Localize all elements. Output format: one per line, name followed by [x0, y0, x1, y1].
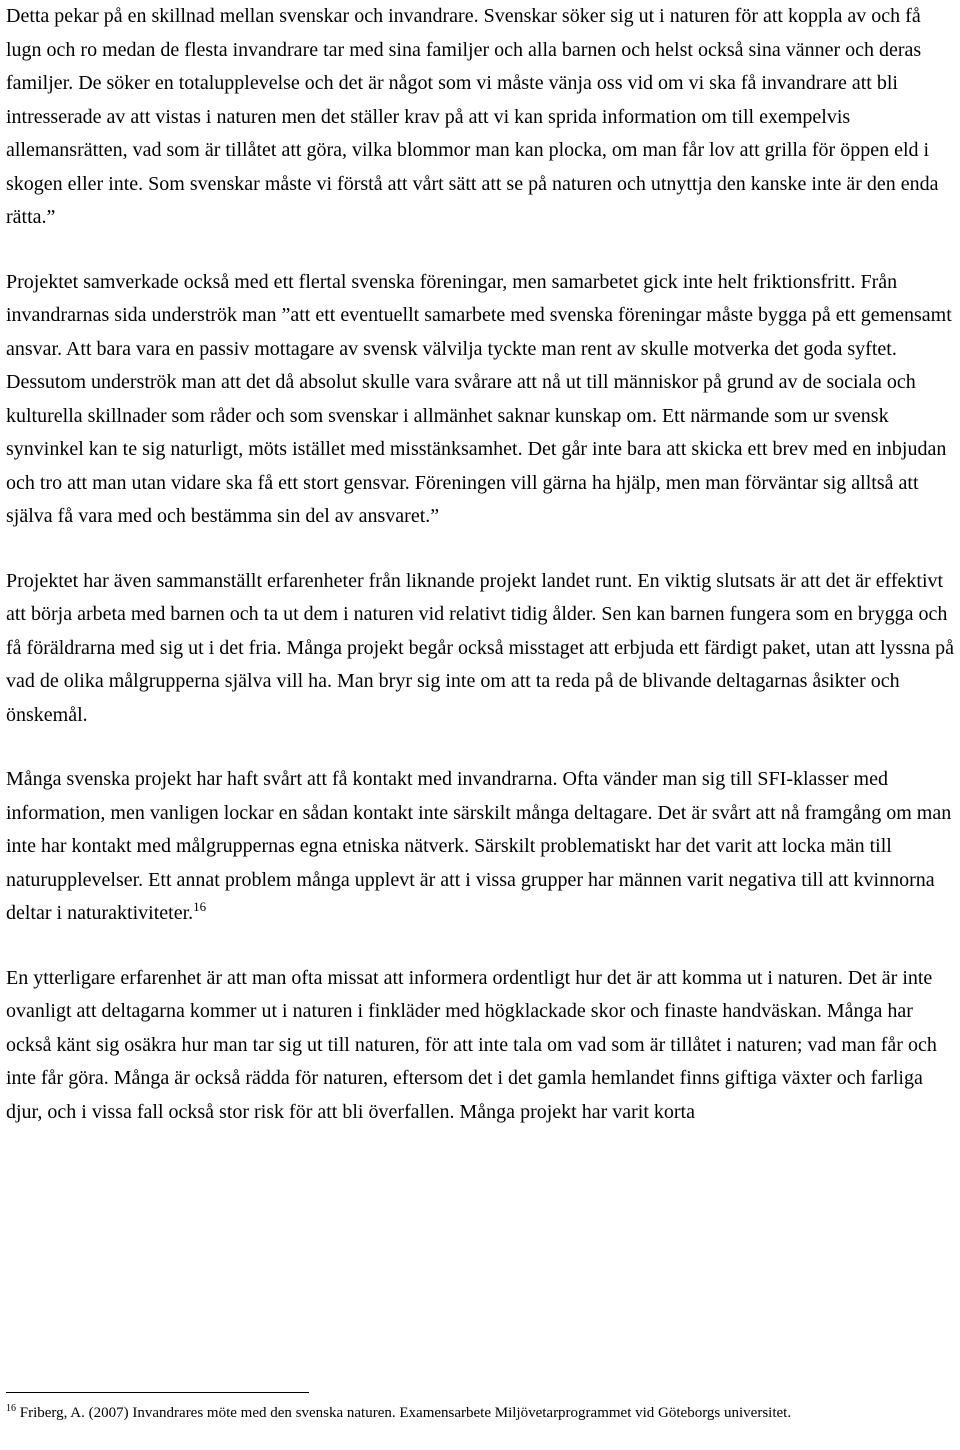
document-page	[6, 0, 960, 1450]
footnote-text: Friberg, A. (2007) Invandrares möte med den svenska naturen. Examensarbete Miljövetarprogrammet vid Göteborgs universitet.	[19, 1405, 792, 1421]
paragraph-4-text: Många svenska projekt har haft svårt att få kontakt med invandrarna. Ofta vänder man sig till SFI-klasser med information, men vanligen lockar en sådan kontakt inte särskilt många deltagare. Det är svårt att nå framgång om man inte har kontakt med målgruppernas egna etniska nätverk. Särskilt problematiskt har det varit att locka män till naturupplevelser. Ett annat problem många upplevt är att i vissa grupper har männen varit negativa till att kvinnorna deltar i naturaktiviteter.	[6, 768, 952, 924]
paragraph-1: Detta pekar på en skillnad mellan svenskar och invandrare. Svenskar söker sig ut i naturen för att koppla av och få lugn och ro medan de flesta invandrare tar med sina familjer och alla barnen och helst också sina vänner och deras familjer. De söker en totalupplevelse och det är något som vi måste vänja oss vid om vi ska få invandrare att bli intresserade av att vistas i naturen men det ställer krav på att vi kan sprida information om till exempelvis allemansrätten, vad som är tillåtet att göra, vilka blommor man kan plocka, om man får lov att grilla för öppen eld i skogen eller inte. Som svenskar måste vi förstå att vårt sätt att se på naturen och utnyttja den kanske inte är den enda rätta.”	[6, 5, 939, 228]
paragraph-5: En ytterligare erfarenhet är att man ofta missat att informera ordentligt hur det är att komma ut i naturen. Det är inte ovanligt att deltagarna kommer ut i naturen i finkläder med högklackade skor och finaste handväskan. Många har också känt sig osäkra hur man tar sig ut till naturen, för att inte tala om vad som är tillåtet i naturen; vad man får och inte får göra. Många är också rädda för naturen, eftersom det i det gamla hemlandet finns giftiga växter och farliga djur, och i vissa fall också stor risk för att bli överfallen. Många projekt har varit korta	[6, 966, 937, 1123]
paragraph-2: Projektet samverkade också med ett flertal svenska föreningar, men samarbetet gick inte helt friktionsfritt. Från invandrarnas sida underströk man ”att ett eventuellt samarbete med svenska föreningar måste bygga på ett gemensamt ansvar. Att bara vara en passiv mottagare av svensk välvilja tyckte man rent av skulle motverka det goda syftet. Dessutom underströk man att det då absolut skulle vara svårare att nå ut till människor på grund av de sociala och kulturella skillnader som råder och som svenskar i allmänhet saknar kunskap om. Ett närmande som ur svensk synvinkel kan te sig naturligt, möts istället med misstänksamhet. Det går inte bara att skicka ett brev med en inbjudan och tro att man utan vidare ska få ett stort gensvar. Föreningen vill gärna ha hjälp, men man förväntar sig alltså att själva få vara med och bestämma sin del av ansvaret.”	[6, 270, 952, 527]
footnote-reference[interactable]: 16	[193, 899, 207, 914]
footnote-divider	[6, 1392, 309, 1393]
footnote-number: 16	[6, 1403, 16, 1414]
footnote	[6, 1402, 956, 1424]
paragraph-3: Projektet har även sammanställt erfarenheter från liknande projekt landet runt. En viktig slutsats är att det är effektivt att börja arbeta med barnen och ta ut dem i naturen vid relativt tidig ålder. Sen kan barnen fungera som en brygga och få föräldrarna med sig ut i det fria. Många projekt begår också misstaget att erbjuda ett färdigt paket, utan att lyssna på vad de olika målgrupperna själva vill ha. Man bryr sig inte om att ta reda på de blivande deltagarnas åsikter och önskemål.	[6, 569, 954, 726]
paragraph-4	[6, 763, 960, 931]
